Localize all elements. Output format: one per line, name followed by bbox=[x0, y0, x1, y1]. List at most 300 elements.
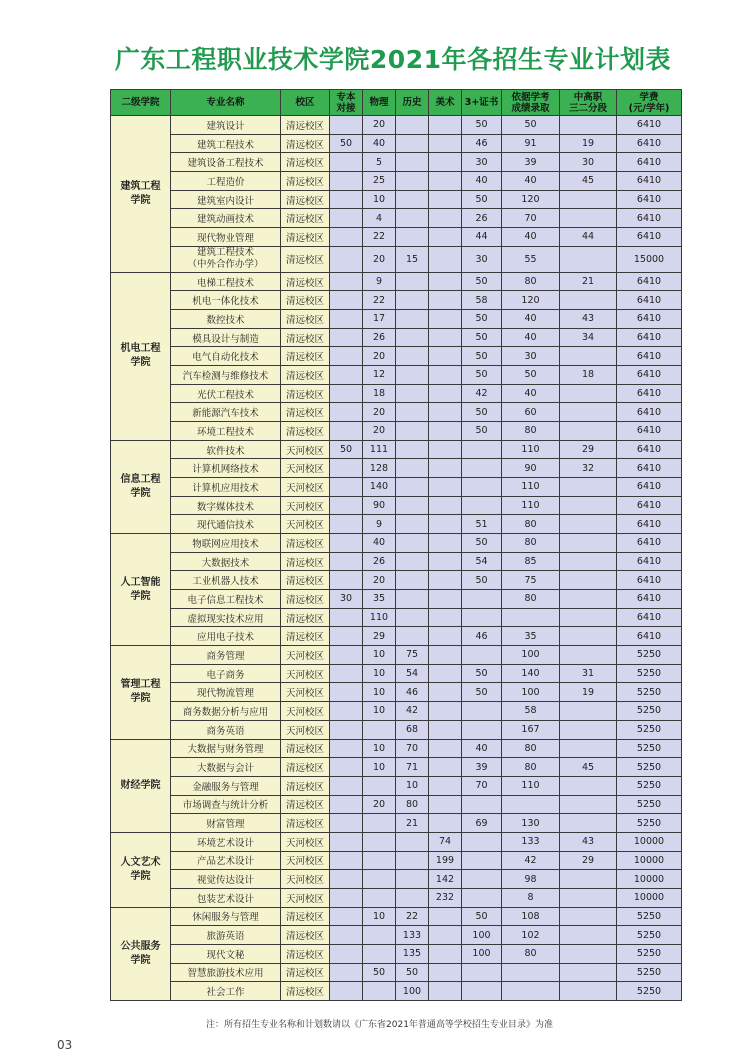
cell-text-line: 环境工程技术 bbox=[196, 426, 254, 438]
cell-text-line: 建筑工程技术 bbox=[196, 139, 254, 151]
table-row bbox=[111, 963, 682, 982]
campus-cell: 清远校区 bbox=[281, 116, 330, 135]
cell-text-line: 计算机网络技术 bbox=[192, 464, 259, 476]
history-cell: 21 bbox=[396, 814, 429, 833]
zhuanben-cell bbox=[330, 422, 363, 441]
zhuanben-cell bbox=[330, 478, 363, 497]
fee-cell: 10000 bbox=[617, 851, 682, 870]
fee-cell: 6410 bbox=[617, 384, 682, 403]
xuekao-cell: 35 bbox=[502, 627, 560, 646]
table-row bbox=[111, 683, 682, 702]
header-zhuanben bbox=[330, 90, 363, 116]
history-cell bbox=[396, 403, 429, 422]
zhuanben-cell bbox=[330, 552, 363, 571]
cell-text-line: 历史 bbox=[402, 97, 422, 108]
campus-cell: 天河校区 bbox=[281, 459, 330, 478]
fee-cell: 6410 bbox=[617, 534, 682, 553]
cell-text-line: 成绩录取 bbox=[511, 102, 550, 114]
fee-cell: 6410 bbox=[617, 328, 682, 347]
fee-cell: 6410 bbox=[617, 422, 682, 441]
history-cell bbox=[396, 190, 429, 209]
campus-cell: 清远校区 bbox=[281, 366, 330, 385]
zhonggao-cell bbox=[560, 944, 617, 963]
zhonggao-cell bbox=[560, 646, 617, 665]
history-cell: 70 bbox=[396, 739, 429, 758]
fee-cell: 6410 bbox=[617, 403, 682, 422]
zhuanben-cell bbox=[330, 571, 363, 590]
major-cell bbox=[171, 627, 281, 646]
history-cell bbox=[396, 310, 429, 329]
table-row bbox=[111, 851, 682, 870]
xuekao-cell: 80 bbox=[502, 534, 560, 553]
fee-cell: 6410 bbox=[617, 440, 682, 459]
3plus-cell: 30 bbox=[462, 153, 502, 172]
physics-cell bbox=[363, 832, 396, 851]
art-cell bbox=[429, 627, 462, 646]
art-cell bbox=[429, 608, 462, 627]
zhonggao-cell bbox=[560, 907, 617, 926]
campus-cell: 清远校区 bbox=[281, 272, 330, 291]
physics-cell: 17 bbox=[363, 310, 396, 329]
table-row bbox=[111, 590, 682, 609]
zhonggao-cell: 43 bbox=[560, 310, 617, 329]
art-cell bbox=[429, 963, 462, 982]
major-cell bbox=[171, 963, 281, 982]
art-cell bbox=[429, 571, 462, 590]
3plus-cell bbox=[462, 832, 502, 851]
campus-cell: 清远校区 bbox=[281, 153, 330, 172]
history-cell bbox=[396, 116, 429, 135]
campus-cell: 天河校区 bbox=[281, 832, 330, 851]
3plus-cell: 54 bbox=[462, 552, 502, 571]
campus-cell: 天河校区 bbox=[281, 720, 330, 739]
cell-text-line: 学费 bbox=[639, 91, 659, 103]
fee-cell: 6410 bbox=[617, 209, 682, 228]
art-cell bbox=[429, 515, 462, 534]
xuekao-cell: 110 bbox=[502, 478, 560, 497]
cell-text-line: 3+证书 bbox=[464, 97, 499, 108]
3plus-cell: 69 bbox=[462, 814, 502, 833]
major-cell bbox=[171, 246, 281, 272]
art-cell bbox=[429, 758, 462, 777]
fee-cell: 6410 bbox=[617, 366, 682, 385]
xuekao-cell: 58 bbox=[502, 702, 560, 721]
physics-cell: 10 bbox=[363, 739, 396, 758]
zhuanben-cell bbox=[330, 534, 363, 553]
major-cell bbox=[171, 116, 281, 135]
fee-cell: 6410 bbox=[617, 478, 682, 497]
campus-cell: 天河校区 bbox=[281, 702, 330, 721]
history-cell bbox=[396, 153, 429, 172]
campus-cell: 天河校区 bbox=[281, 496, 330, 515]
zhonggao-cell: 31 bbox=[560, 664, 617, 683]
3plus-cell: 100 bbox=[462, 926, 502, 945]
3plus-cell: 51 bbox=[462, 515, 502, 534]
cell-text-line: 三二分段 bbox=[568, 102, 607, 114]
zhonggao-cell bbox=[560, 478, 617, 497]
college-cell bbox=[111, 272, 171, 440]
table-row bbox=[111, 328, 682, 347]
art-cell bbox=[429, 403, 462, 422]
zhuanben-cell bbox=[330, 982, 363, 1001]
physics-cell bbox=[363, 888, 396, 907]
fee-cell: 6410 bbox=[617, 496, 682, 515]
art-cell bbox=[429, 552, 462, 571]
3plus-cell bbox=[462, 496, 502, 515]
fee-cell: 15000 bbox=[617, 246, 682, 272]
table-row bbox=[111, 664, 682, 683]
physics-cell: 20 bbox=[363, 403, 396, 422]
physics-cell: 26 bbox=[363, 328, 396, 347]
xuekao-cell: 102 bbox=[502, 926, 560, 945]
history-cell bbox=[396, 209, 429, 228]
campus-cell: 清远校区 bbox=[281, 907, 330, 926]
table-row bbox=[111, 515, 682, 534]
3plus-cell: 50 bbox=[462, 683, 502, 702]
cell-text-line: 机电一体化技术 bbox=[192, 296, 259, 308]
cell-text-line: 二级学院 bbox=[121, 97, 160, 108]
cell-text-line: 大数据与财务管理 bbox=[187, 744, 264, 756]
physics-cell: 128 bbox=[363, 459, 396, 478]
physics-cell: 10 bbox=[363, 190, 396, 209]
major-cell bbox=[171, 870, 281, 889]
major-cell bbox=[171, 209, 281, 228]
xuekao-cell bbox=[502, 608, 560, 627]
fee-cell: 6410 bbox=[617, 347, 682, 366]
zhuanben-cell bbox=[330, 608, 363, 627]
cell-text-line: 学院 bbox=[130, 954, 151, 966]
physics-cell bbox=[363, 776, 396, 795]
cell-text-line: 学院 bbox=[130, 194, 151, 206]
zhonggao-cell bbox=[560, 739, 617, 758]
zhonggao-cell bbox=[560, 496, 617, 515]
physics-cell: 140 bbox=[363, 478, 396, 497]
college-cell bbox=[111, 832, 171, 907]
3plus-cell: 50 bbox=[462, 272, 502, 291]
cell-text-line: 物理 bbox=[369, 97, 389, 108]
major-cell bbox=[171, 459, 281, 478]
enrollment-plan-table bbox=[110, 89, 682, 1001]
zhonggao-cell bbox=[560, 347, 617, 366]
3plus-cell: 50 bbox=[462, 534, 502, 553]
xuekao-cell: 110 bbox=[502, 496, 560, 515]
zhuanben-cell bbox=[330, 870, 363, 889]
zhuanben-cell bbox=[330, 328, 363, 347]
physics-cell: 10 bbox=[363, 646, 396, 665]
cell-text-line: 数控技术 bbox=[206, 314, 245, 326]
art-cell bbox=[429, 982, 462, 1001]
major-cell bbox=[171, 814, 281, 833]
art-cell bbox=[429, 720, 462, 739]
3plus-cell: 50 bbox=[462, 403, 502, 422]
art-cell bbox=[429, 814, 462, 833]
major-cell bbox=[171, 944, 281, 963]
history-cell bbox=[396, 608, 429, 627]
3plus-cell: 50 bbox=[462, 907, 502, 926]
table-row bbox=[111, 627, 682, 646]
zhonggao-cell: 32 bbox=[560, 459, 617, 478]
history-cell: 50 bbox=[396, 963, 429, 982]
zhuanben-cell bbox=[330, 209, 363, 228]
3plus-cell: 46 bbox=[462, 134, 502, 153]
cell-text-line: 商务英语 bbox=[206, 725, 245, 737]
table-row bbox=[111, 646, 682, 665]
art-cell: 74 bbox=[429, 832, 462, 851]
table-row bbox=[111, 291, 682, 310]
physics-cell: 10 bbox=[363, 702, 396, 721]
xuekao-cell bbox=[502, 795, 560, 814]
zhuanben-cell bbox=[330, 384, 363, 403]
3plus-cell bbox=[462, 795, 502, 814]
xuekao-cell: 70 bbox=[502, 209, 560, 228]
table-row bbox=[111, 907, 682, 926]
campus-cell: 清远校区 bbox=[281, 190, 330, 209]
zhuanben-cell bbox=[330, 459, 363, 478]
cell-text-line: 休闲服务与管理 bbox=[192, 912, 259, 924]
campus-cell: 清远校区 bbox=[281, 590, 330, 609]
art-cell bbox=[429, 116, 462, 135]
campus-cell: 天河校区 bbox=[281, 664, 330, 683]
major-cell bbox=[171, 720, 281, 739]
table-header bbox=[111, 90, 682, 116]
art-cell bbox=[429, 228, 462, 247]
fee-cell: 10000 bbox=[617, 832, 682, 851]
zhuanben-cell bbox=[330, 683, 363, 702]
physics-cell: 22 bbox=[363, 228, 396, 247]
major-cell bbox=[171, 347, 281, 366]
3plus-cell bbox=[462, 440, 502, 459]
3plus-cell bbox=[462, 590, 502, 609]
fee-cell: 5250 bbox=[617, 963, 682, 982]
zhuanben-cell bbox=[330, 814, 363, 833]
art-cell bbox=[429, 190, 462, 209]
3plus-cell: 30 bbox=[462, 246, 502, 272]
zhuanben-cell bbox=[330, 172, 363, 191]
table-row bbox=[111, 310, 682, 329]
table-row bbox=[111, 403, 682, 422]
physics-cell: 20 bbox=[363, 795, 396, 814]
cell-text-line: 公共服务 bbox=[120, 940, 161, 952]
cell-text-line: 软件技术 bbox=[206, 445, 245, 457]
fee-cell: 6410 bbox=[617, 172, 682, 191]
physics-cell: 90 bbox=[363, 496, 396, 515]
3plus-cell bbox=[462, 646, 502, 665]
3plus-cell: 40 bbox=[462, 172, 502, 191]
3plus-cell bbox=[462, 963, 502, 982]
zhuanben-cell bbox=[330, 739, 363, 758]
zhuanben-cell bbox=[330, 496, 363, 515]
art-cell bbox=[429, 478, 462, 497]
cell-text-line: 视觉传达设计 bbox=[196, 875, 254, 887]
zhonggao-cell: 29 bbox=[560, 851, 617, 870]
campus-cell: 清远校区 bbox=[281, 209, 330, 228]
table-row bbox=[111, 172, 682, 191]
major-cell bbox=[171, 646, 281, 665]
3plus-cell: 50 bbox=[462, 328, 502, 347]
fee-cell: 6410 bbox=[617, 608, 682, 627]
xuekao-cell: 75 bbox=[502, 571, 560, 590]
zhonggao-cell: 19 bbox=[560, 683, 617, 702]
zhonggao-cell bbox=[560, 608, 617, 627]
art-cell bbox=[429, 153, 462, 172]
art-cell bbox=[429, 683, 462, 702]
major-cell bbox=[171, 758, 281, 777]
zhuanben-cell bbox=[330, 944, 363, 963]
cell-text-line: 学院 bbox=[130, 487, 151, 499]
cell-text-line: 电子商务 bbox=[206, 669, 245, 681]
cell-text-line: 建筑工程 bbox=[120, 180, 161, 192]
3plus-cell: 40 bbox=[462, 739, 502, 758]
zhonggao-cell: 21 bbox=[560, 272, 617, 291]
cell-text-line: 社会工作 bbox=[206, 987, 245, 999]
art-cell bbox=[429, 776, 462, 795]
physics-cell: 10 bbox=[363, 683, 396, 702]
3plus-cell: 100 bbox=[462, 944, 502, 963]
xuekao-cell: 108 bbox=[502, 907, 560, 926]
history-cell bbox=[396, 328, 429, 347]
art-cell bbox=[429, 907, 462, 926]
table-row bbox=[111, 190, 682, 209]
zhonggao-cell bbox=[560, 926, 617, 945]
cell-text-line: 机电工程 bbox=[120, 343, 161, 355]
art-cell bbox=[429, 590, 462, 609]
xuekao-cell bbox=[502, 982, 560, 1001]
art-cell bbox=[429, 944, 462, 963]
xuekao-cell: 80 bbox=[502, 590, 560, 609]
college-cell bbox=[111, 534, 171, 646]
art-cell bbox=[429, 347, 462, 366]
college-cell bbox=[111, 739, 171, 832]
xuekao-cell: 80 bbox=[502, 272, 560, 291]
xuekao-cell: 55 bbox=[502, 246, 560, 272]
xuekao-cell: 40 bbox=[502, 310, 560, 329]
3plus-cell: 44 bbox=[462, 228, 502, 247]
page-title: 广东工程职业技术学院2021年各招生专业计划表 bbox=[114, 45, 671, 74]
cell-text-line: 新能源汽车技术 bbox=[192, 408, 259, 420]
fee-cell: 6410 bbox=[617, 590, 682, 609]
table-row bbox=[111, 739, 682, 758]
major-cell bbox=[171, 440, 281, 459]
physics-cell: 20 bbox=[363, 422, 396, 441]
history-cell bbox=[396, 515, 429, 534]
zhuanben-cell: 50 bbox=[330, 134, 363, 153]
physics-cell: 9 bbox=[363, 515, 396, 534]
campus-cell: 清远校区 bbox=[281, 328, 330, 347]
history-cell bbox=[396, 172, 429, 191]
3plus-cell: 50 bbox=[462, 571, 502, 590]
xuekao-cell: 133 bbox=[502, 832, 560, 851]
major-cell bbox=[171, 496, 281, 515]
3plus-cell: 50 bbox=[462, 422, 502, 441]
xuekao-cell: 40 bbox=[502, 328, 560, 347]
major-cell bbox=[171, 590, 281, 609]
campus-cell: 清远校区 bbox=[281, 134, 330, 153]
major-cell bbox=[171, 153, 281, 172]
table-row bbox=[111, 440, 682, 459]
campus-cell: 清远校区 bbox=[281, 291, 330, 310]
cell-text-line: 建筑工程技术 bbox=[196, 247, 254, 259]
cell-text-line: 人工智能 bbox=[120, 576, 161, 588]
table-row bbox=[111, 832, 682, 851]
cell-text-line: 人文艺术 bbox=[120, 856, 161, 868]
table-body bbox=[111, 116, 682, 1001]
physics-cell: 25 bbox=[363, 172, 396, 191]
art-cell: 232 bbox=[429, 888, 462, 907]
art-cell bbox=[429, 534, 462, 553]
campus-cell: 清远校区 bbox=[281, 552, 330, 571]
fee-cell: 6410 bbox=[617, 134, 682, 153]
zhuanben-cell bbox=[330, 246, 363, 272]
fee-cell: 6410 bbox=[617, 310, 682, 329]
zhonggao-cell bbox=[560, 963, 617, 982]
art-cell bbox=[429, 310, 462, 329]
cell-text-line: 电子信息工程技术 bbox=[187, 594, 264, 606]
footnote: 注：所有招生专业名称和计划数请以《广东省2021年普通高等学校招生专业目录》为准 bbox=[206, 1020, 553, 1030]
table-row bbox=[111, 134, 682, 153]
physics-cell: 26 bbox=[363, 552, 396, 571]
campus-cell: 清远校区 bbox=[281, 403, 330, 422]
cell-text-line: 中高职 bbox=[573, 91, 603, 103]
history-cell: 68 bbox=[396, 720, 429, 739]
cell-text-line: 商务管理 bbox=[206, 650, 245, 662]
history-cell bbox=[396, 366, 429, 385]
campus-cell: 清远校区 bbox=[281, 310, 330, 329]
zhonggao-cell bbox=[560, 246, 617, 272]
table-row bbox=[111, 870, 682, 889]
history-cell: 80 bbox=[396, 795, 429, 814]
cell-text-line: 商务数据分析与应用 bbox=[182, 706, 269, 718]
zhuanben-cell bbox=[330, 832, 363, 851]
physics-cell: 35 bbox=[363, 590, 396, 609]
fee-cell: 5250 bbox=[617, 646, 682, 665]
zhonggao-cell: 18 bbox=[560, 366, 617, 385]
history-cell: 42 bbox=[396, 702, 429, 721]
fee-cell: 5250 bbox=[617, 814, 682, 833]
fee-cell: 6410 bbox=[617, 153, 682, 172]
fee-cell: 6410 bbox=[617, 190, 682, 209]
cell-text-line: 信息工程 bbox=[120, 473, 161, 485]
cell-text-line: 物联网应用技术 bbox=[192, 538, 259, 550]
table-row bbox=[111, 888, 682, 907]
cell-text-line: 美术 bbox=[435, 97, 455, 108]
fee-cell: 5250 bbox=[617, 795, 682, 814]
zhuanben-cell bbox=[330, 907, 363, 926]
campus-cell: 清远校区 bbox=[281, 347, 330, 366]
fee-cell: 5250 bbox=[617, 664, 682, 683]
page-number: 03 bbox=[57, 1038, 73, 1052]
zhonggao-cell: 44 bbox=[560, 228, 617, 247]
zhonggao-cell bbox=[560, 571, 617, 590]
zhuanben-cell bbox=[330, 926, 363, 945]
physics-cell: 9 bbox=[363, 272, 396, 291]
campus-cell: 天河校区 bbox=[281, 646, 330, 665]
xuekao-cell: 167 bbox=[502, 720, 560, 739]
3plus-cell: 26 bbox=[462, 209, 502, 228]
history-cell bbox=[396, 832, 429, 851]
zhuanben-cell bbox=[330, 646, 363, 665]
xuekao-cell: 140 bbox=[502, 664, 560, 683]
header-row bbox=[111, 90, 682, 116]
college-cell bbox=[111, 116, 171, 273]
history-cell bbox=[396, 384, 429, 403]
college-cell bbox=[111, 646, 171, 739]
cell-text-line: 建筑设计 bbox=[206, 120, 245, 132]
history-cell bbox=[396, 228, 429, 247]
zhonggao-cell bbox=[560, 870, 617, 889]
fee-cell: 6410 bbox=[617, 627, 682, 646]
physics-cell: 110 bbox=[363, 608, 396, 627]
fee-cell: 6410 bbox=[617, 228, 682, 247]
